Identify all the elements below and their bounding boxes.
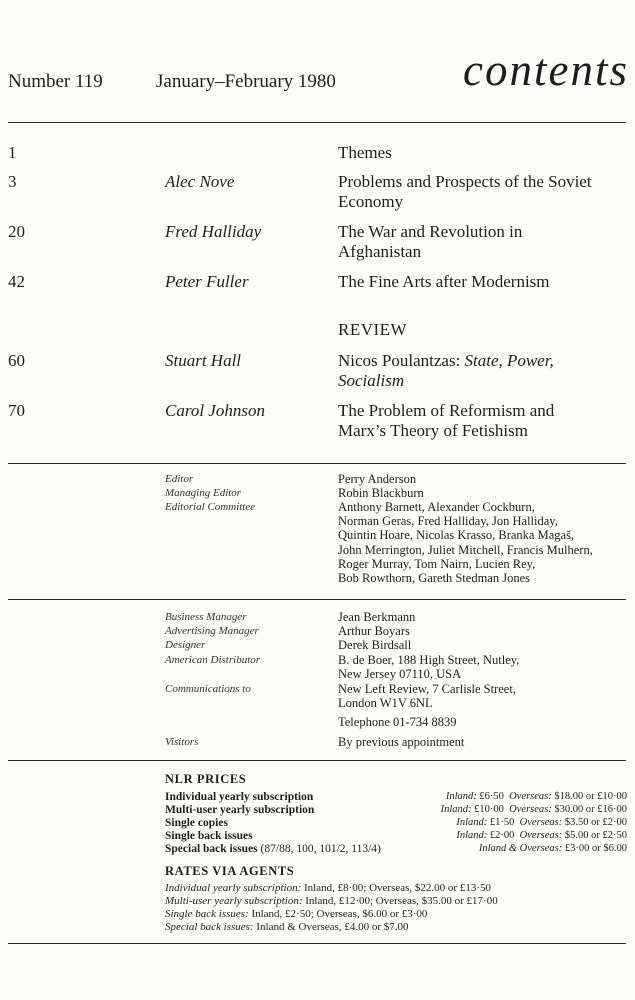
staff-value — [338, 500, 630, 585]
issue-number: Number 119 — [8, 71, 103, 92]
agents-heading: RATES VIA AGENTS — [165, 864, 295, 878]
committee-line: Norman Geras, Fred Halliday, Jon Halliday, — [338, 514, 558, 529]
address-line: B. de Boer, 188 High Street, Nutley, — [338, 653, 520, 667]
agent-rate — [165, 882, 491, 894]
price-value — [446, 791, 627, 802]
toc-author: Fred Halliday — [165, 222, 262, 241]
committee-line: Roger Murray, Tom Nairn, Lucien Rey, — [338, 556, 536, 571]
inland-label: Inland & Overseas: — [478, 843, 563, 854]
staff-label: Designer — [165, 639, 206, 651]
staff-label: Advertising Manager — [165, 625, 259, 637]
divider — [8, 122, 626, 123]
staff-label: Editor — [165, 473, 194, 485]
toc-title-italic: State, Power, — [464, 351, 554, 370]
agent-rate-label: Special back issues: — [165, 921, 254, 933]
inland-price: £10·00 — [474, 804, 504, 815]
price-value — [456, 817, 627, 828]
address-line: New Jersey 07110, USA — [338, 667, 462, 682]
committee-line: Quintin Hoare, Nicolas Krasso, Branka Magaš, — [338, 528, 575, 543]
staff-value — [338, 682, 630, 710]
divider — [8, 760, 626, 761]
divider — [8, 599, 626, 600]
committee-line: Bob Rowthorn, Gareth Stedman Jones — [338, 571, 530, 586]
staff-value: Perry Anderson — [338, 472, 417, 486]
price-value — [441, 804, 627, 815]
toc-page-number: 70 — [8, 401, 25, 420]
inland-label: Inland: — [456, 830, 488, 841]
toc-page-number: 3 — [8, 172, 17, 191]
toc-page-number: 20 — [8, 222, 25, 241]
price-label: Individual yearly subscription — [165, 791, 314, 803]
toc-title-line — [338, 351, 630, 371]
committee-line: Anthony Barnett, Alexander Cockburn, — [338, 500, 535, 514]
toc-title — [338, 351, 630, 391]
toc-title-line: Problems and Prospects of the Soviet — [338, 172, 592, 191]
agent-rate-text: Inland, £12·00; Overseas, $35.00 or £17·00 — [302, 895, 498, 907]
address-line: London W1V 6NL — [338, 696, 433, 711]
staff-label: Editorial Committee — [165, 501, 256, 513]
toc-title-line: Socialism — [338, 371, 405, 390]
issue-date: January–February 1980 — [156, 71, 336, 92]
price-row — [165, 817, 627, 830]
price-label — [165, 843, 381, 855]
agent-rate-text: Inland, £2·50; Overseas, $6.00 or £3·00 — [248, 908, 428, 920]
inland-price: £3·00 or $6.00 — [564, 843, 627, 854]
toc-title: Themes — [338, 143, 392, 162]
inland-label: Inland: — [440, 804, 472, 815]
overseas-label: Overseas: — [509, 791, 552, 802]
overseas-price: $5.00 or £2·50 — [564, 830, 627, 841]
toc-title-line: Afghanistan — [338, 242, 422, 261]
divider — [8, 943, 626, 944]
toc-title-line: Economy — [338, 192, 404, 211]
agent-rate-label: Multi-user yearly subscription: — [165, 895, 303, 907]
inland-price: £6·50 — [479, 791, 504, 802]
prices-heading: NLR PRICES — [165, 772, 247, 786]
price-row — [165, 830, 627, 843]
price-label: Single copies — [165, 817, 228, 829]
overseas-label: Overseas: — [509, 804, 552, 815]
price-label-note: (87/88, 100, 101/2, 113/4) — [260, 843, 381, 855]
agent-rate-label: Individual yearly subscription: — [165, 882, 302, 894]
price-value — [456, 830, 627, 841]
staff-label: Visitors — [165, 736, 199, 748]
inland-label: Inland: — [456, 817, 488, 828]
staff-label: Managing Editor — [165, 487, 242, 499]
committee-line: John Merrington, Juliet Mitchell, Francis Mulhern, — [338, 542, 593, 557]
toc-title-line: The Problem of Reformism and — [338, 401, 555, 420]
agent-rate — [165, 921, 408, 933]
inland-label: Inland: — [445, 791, 477, 802]
staff-value: Robin Blackburn — [338, 486, 424, 500]
price-label: Multi-user yearly subscription — [165, 804, 315, 816]
address-line: New Left Review, 7 Carlisle Street, — [338, 682, 516, 696]
toc-title-line: The War and Revolution in — [338, 222, 523, 241]
toc-author: Stuart Hall — [165, 351, 242, 370]
toc-title-line: Marx’s Theory of Fetishism — [338, 421, 528, 440]
toc-title — [338, 401, 630, 441]
staff-value: Arthur Boyars — [338, 624, 410, 638]
price-row — [165, 791, 627, 804]
price-label-text: Special back issues — [165, 843, 258, 855]
agent-rate — [165, 908, 427, 920]
toc-title: The Fine Arts after Modernism — [338, 272, 550, 291]
agent-rate-text: Inland & Overseas, £4.00 or $7.00 — [253, 921, 409, 933]
overseas-price: $18.00 or £10·00 — [554, 791, 627, 802]
price-value — [479, 843, 627, 854]
overseas-price: $3.50 or £2·00 — [564, 817, 627, 828]
inland-price: £2·00 — [489, 830, 515, 841]
inland-price: £1·50 — [489, 817, 515, 828]
price-row — [165, 843, 627, 856]
toc-page-number: 42 — [8, 272, 25, 291]
toc-page-number: 60 — [8, 351, 25, 370]
staff-label: Communications to — [165, 683, 251, 695]
agent-rate-text: Inland, £8·00; Overseas, $22.00 or £13·50 — [301, 882, 491, 894]
toc-title — [338, 222, 630, 262]
overseas-price: $30.00 or £16·00 — [554, 804, 627, 815]
page-title: contents — [463, 45, 629, 95]
agent-rate — [165, 895, 498, 907]
telephone: Telephone 01-734 8839 — [338, 715, 457, 729]
divider — [8, 463, 626, 464]
overseas-label: Overseas: — [519, 817, 563, 828]
staff-value: By previous appointment — [338, 735, 465, 749]
toc-title-text: Nicos Poulantzas: — [338, 351, 465, 370]
staff-value: Derek Birdsall — [338, 638, 412, 652]
toc-page-number: 1 — [8, 143, 17, 162]
agent-rate-label: Single back issues: — [165, 908, 249, 920]
toc-title — [338, 172, 630, 212]
review-heading: REVIEW — [338, 320, 408, 339]
staff-value: Jean Berkmann — [338, 610, 416, 624]
staff-label: American Distributor — [165, 654, 261, 666]
toc-author: Alec Nove — [165, 172, 235, 191]
staff-value — [338, 653, 630, 681]
price-label: Single back issues — [165, 830, 253, 842]
toc-author: Carol Johnson — [165, 401, 265, 420]
price-row — [165, 804, 627, 817]
staff-label: Business Manager — [165, 611, 247, 623]
overseas-label: Overseas: — [519, 830, 563, 841]
toc-author: Peter Fuller — [165, 272, 249, 291]
